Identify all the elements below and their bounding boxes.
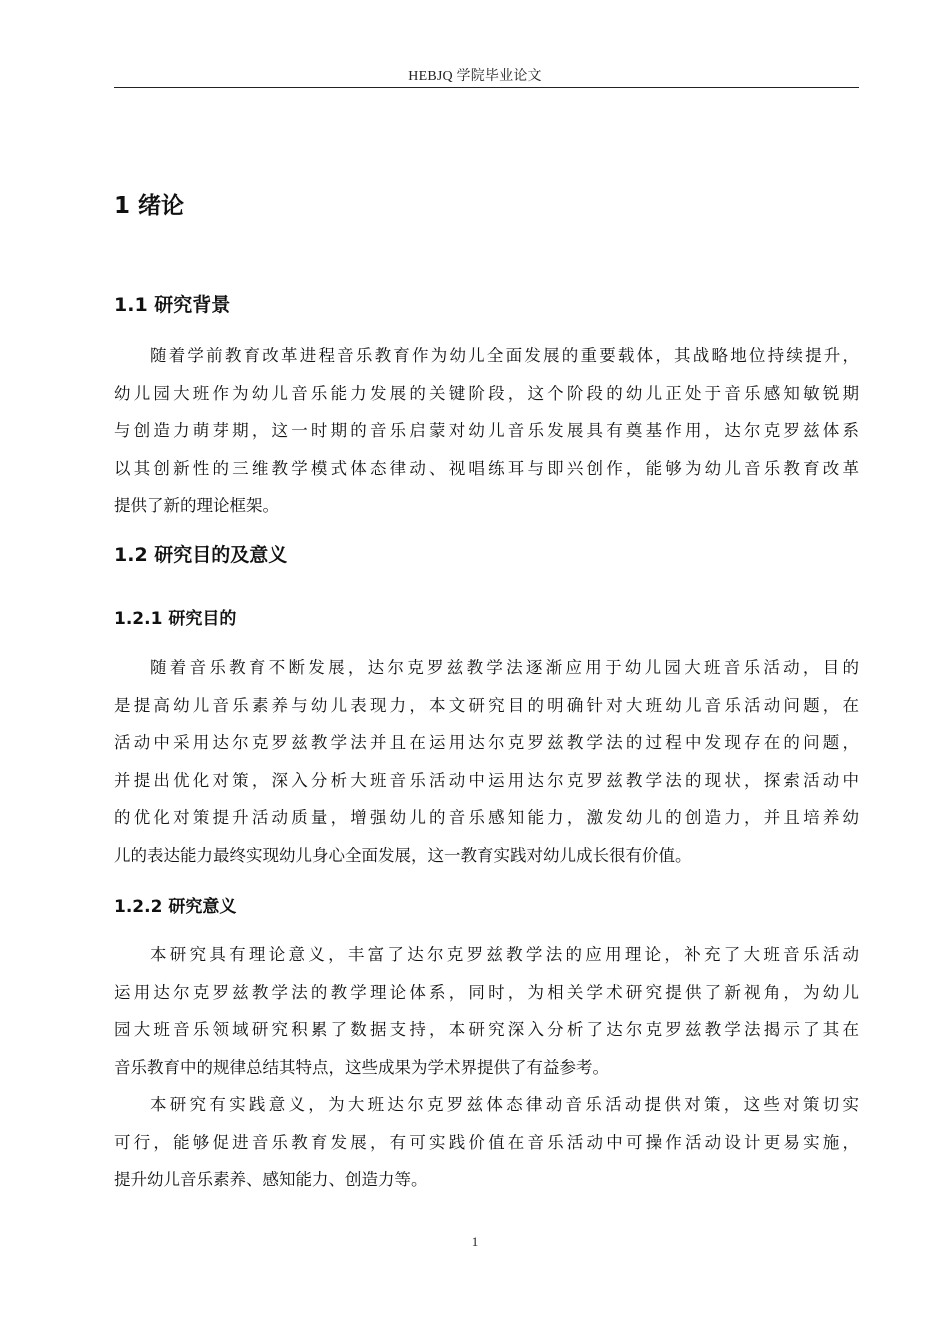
paragraph-line: 本研究有实践意义，为大班达尔克罗兹体态律动音乐活动提供对策，这些对策切实	[150, 1095, 859, 1114]
paragraph-line: 可行，能够促进音乐教育发展，有可实践价值在音乐活动中可操作活动设计更易实施，	[114, 1132, 859, 1152]
paragraph-theoretical-significance	[114, 936, 859, 1086]
paragraph-practical-significance	[114, 1086, 859, 1199]
paragraph-line: 提升幼儿音乐素养、感知能力、创造力等。	[114, 1170, 428, 1189]
paragraph-line: 随着音乐教育不断发展，达尔克罗兹教学法逐渐应用于幼儿园大班音乐活动，目的	[150, 658, 859, 677]
paragraph-line: 以其创新性的三维教学模式体态律动、视唱练耳与即兴创作，能够为幼儿音乐教育改革	[114, 458, 859, 478]
paragraph-line: 是提高幼儿音乐素养与幼儿表现力，本文研究目的明确针对大班幼儿音乐活动问题，在	[114, 695, 859, 715]
paragraph-line: 运用达尔克罗兹教学法的教学理论体系，同时，为相关学术研究提供了新视角，为幼儿	[114, 982, 859, 1002]
paragraph-line: 随着学前教育改革进程音乐教育作为幼儿全面发展的重要载体，其战略地位持续提升，	[150, 346, 859, 365]
page-number: 1	[471, 1234, 479, 1249]
paragraph-line: 活动中采用达尔克罗兹教学法并且在运用达尔克罗兹教学法的过程中发现存在的问题，	[114, 733, 859, 752]
paragraph-line: 幼儿园大班作为幼儿音乐能力发展的关键阶段，这个阶段的幼儿正处于音乐感知敏锐期	[114, 383, 859, 403]
paragraph-line: 提供了新的理论框架。	[114, 496, 279, 515]
paragraph-line: 本研究具有理论意义，丰富了达尔克罗兹教学法的应用理论，补充了大班音乐活动	[150, 945, 859, 964]
paragraph-research-purpose	[114, 649, 859, 874]
running-header: HEBJQ 学院毕业论文	[408, 69, 542, 84]
paragraph-line: 儿的表达能力最终实现幼儿身心全面发展，这一教育实践对幼儿成长很有价值。	[114, 845, 692, 865]
subsection-heading-1-2-2: 1.2.2 研究意义	[114, 897, 237, 917]
chapter-title: 1 绪论	[114, 193, 185, 219]
paragraph-research-background	[114, 337, 859, 525]
section-heading-1-2: 1.2 研究目的及意义	[114, 544, 288, 566]
section-heading-1-1: 1.1 研究背景	[114, 294, 231, 316]
paragraph-line: 与创造力萌芽期，这一时期的音乐启蒙对幼儿音乐发展具有奠基作用，达尔克罗兹体系	[114, 421, 859, 440]
paragraph-line: 音乐教育中的规律总结其特点，这些成果为学术界提供了有益参考。	[114, 1057, 609, 1077]
subsection-heading-1-2-1: 1.2.1 研究目的	[114, 609, 237, 629]
header-rule	[114, 87, 859, 88]
paragraph-line: 园大班音乐领域研究积累了数据支持，本研究深入分析了达尔克罗兹教学法揭示了其在	[114, 1020, 859, 1039]
paragraph-line: 的优化对策提升活动质量，增强幼儿的音乐感知能力，激发幼儿的创造力，并且培养幼	[114, 808, 859, 827]
paragraph-line: 并提出优化对策，深入分析大班音乐活动中运用达尔克罗兹教学法的现状，探索活动中	[114, 770, 859, 790]
